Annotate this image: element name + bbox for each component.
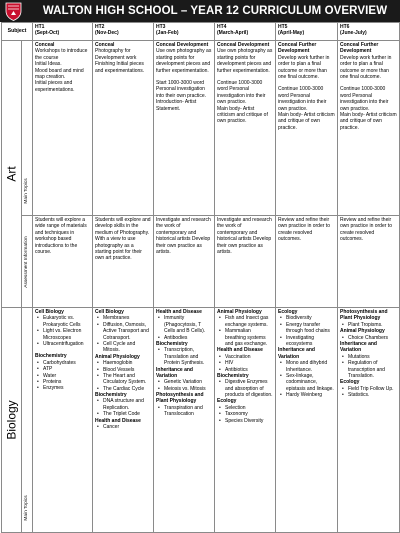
- topic-list: [217, 379, 273, 398]
- topic-heading: Biochemistry: [95, 392, 127, 399]
- art-assessment-row: [2, 216, 400, 308]
- term-header-ht5: HT5 (April-May): [276, 23, 338, 41]
- topic-line: Continue 1000-3000 word Personal investigation into their own practice.: [278, 86, 327, 112]
- topic-list-item: • The Triplet Code: [103, 411, 151, 417]
- page-header: [0, 0, 400, 22]
- topic-list: [217, 354, 273, 373]
- topic-list: [95, 315, 151, 353]
- topic-list-item: • The Heart and Circulatory System.: [103, 373, 151, 386]
- topic-list-item: • Statistics.: [348, 392, 397, 398]
- topic-line: Workshops to introduce the course: [35, 48, 88, 61]
- biology-main-topics-label-cell: [22, 308, 33, 533]
- topic-list-item: • Antibiotics: [225, 367, 273, 373]
- topic-list: [340, 386, 397, 399]
- topic-list-item: • Proteins: [43, 379, 90, 385]
- topic-line: Main body- Artist criticism and critique of own practice.: [217, 105, 268, 125]
- topic-list: [278, 315, 335, 347]
- art-topic-ht3: [154, 41, 215, 216]
- topic-line: Continue 1000-3000 word Personal investigation into their own practice.: [217, 79, 266, 106]
- school-crest-icon: [5, 2, 22, 21]
- topic-heading: Ecology: [340, 379, 360, 386]
- topic-list-item: • HIV: [225, 360, 273, 366]
- topic-list: [95, 398, 151, 417]
- biology-subject-cell: [2, 308, 22, 533]
- topic-list-item: • Antibodies: [164, 335, 212, 341]
- topic-line: Continue 1000-3000 word Personal investigation into their own practice.: [340, 86, 389, 112]
- topic-heading: Biochemistry: [156, 340, 188, 347]
- topic-heading: Inheritance and Variation: [278, 347, 315, 360]
- art-assessment-ht4: Investigate and research the work of contemporary and historical artists Develop their own practice as artists.: [215, 216, 276, 308]
- topic-line: Main body- Artist criticism and critique of own practice.: [278, 111, 335, 131]
- topic-heading: Cell Biology: [35, 309, 64, 315]
- topic-list-item: • Mono and dihybrid Inheritance.: [286, 360, 335, 373]
- art-assessment-label-cell: [22, 216, 33, 308]
- topic-list-item: • DNA structure and Replication.: [103, 398, 151, 411]
- topic-list-item: • Diffusion, Osmosis, Active Transport and Cotransport.: [103, 322, 151, 341]
- topic-list: [35, 360, 90, 392]
- topic-list: [95, 424, 151, 430]
- topic-title: Conceal Further Development: [340, 42, 379, 55]
- topic-heading: Biochemistry: [35, 353, 67, 360]
- art-main-topics-row: [2, 41, 400, 216]
- topic-list-item: • Cell Cycle and Mitosis.: [103, 341, 151, 354]
- topic-line: Finishing Initial pieces and experimentations.: [95, 61, 145, 74]
- topic-line: Mood board and mind map creation.: [35, 67, 84, 80]
- biology-main-topics-label: Main Topics: [23, 495, 29, 521]
- topic-heading: Biochemistry: [217, 372, 249, 379]
- topic-list-item: • ATP: [43, 366, 90, 372]
- topic-list-item: • Regulation of transcription and Translation.: [348, 360, 397, 379]
- art-subject-label: Art: [3, 166, 18, 182]
- topic-list-item: • Sex-linkage, codominance, epistasis and linkage.: [286, 373, 335, 392]
- topic-list-item: • Vaccination: [225, 354, 273, 360]
- biology-topic-ht1: [33, 308, 93, 533]
- biology-topic-ht2: [93, 308, 154, 533]
- art-main-topics-label-cell: [22, 41, 33, 216]
- biology-main-topics-row: [2, 308, 400, 533]
- topic-list-item: • Light vs. Electron Microscopes: [43, 328, 90, 341]
- art-topic-ht2: [93, 41, 154, 216]
- topic-title: Conceal Further Development: [278, 42, 317, 55]
- topic-heading: Ecology: [278, 309, 298, 315]
- topic-list: [156, 379, 212, 392]
- topic-list-item: • Ultracentrifugation: [43, 341, 90, 347]
- topic-heading: Cell Biology: [95, 309, 124, 315]
- topic-title: Conceal: [95, 42, 115, 48]
- art-assessment-ht1: Students will explore a wide range of materials and techniques in workshop based introductions to the course.: [33, 216, 93, 308]
- topic-line: Develop work further in order to plan a final outcome or more than one final outcome.: [340, 54, 392, 80]
- topic-heading: Inheritance and Variation: [340, 340, 377, 354]
- topic-list-item: • Blood Vessels: [103, 367, 151, 373]
- topic-list-item: • Choice Chambers: [348, 335, 397, 341]
- art-assessment-ht5: Review and refine their own practice in order to create resolved outcomes.: [276, 216, 338, 308]
- topic-list-item: • Mutations: [348, 354, 397, 360]
- topic-list: [340, 322, 397, 328]
- topic-line: Main body- Artist criticism and critique of own practice.: [340, 111, 397, 131]
- term-header-ht3: HT3 (Jan-Feb): [154, 23, 215, 41]
- topic-list: [217, 405, 273, 424]
- topic-list: [156, 315, 212, 341]
- topic-line: Photography for Development work: [95, 48, 137, 61]
- topic-list-item: • Biodiversity: [286, 315, 335, 321]
- topic-list-item: • Mammalian breathing systems and gas exchange.: [225, 328, 273, 347]
- biology-topic-ht5: [276, 308, 338, 533]
- topic-list-item: • Enzymes: [43, 385, 90, 391]
- topic-list-item: • Cancer: [103, 424, 151, 430]
- topic-heading: Ecology: [217, 398, 237, 405]
- art-topic-ht5: [276, 41, 338, 216]
- art-assessment-ht6: Review and refine their own practice in order to create resolved outcomes.: [338, 216, 400, 308]
- topic-list-item: • Hardy Weinberg: [286, 392, 335, 398]
- topic-list: [340, 354, 397, 380]
- topic-list-item: • Field Trip Follow Up.: [348, 386, 397, 392]
- biology-topic-ht6: [338, 308, 400, 533]
- topic-heading: Photosynthesis and Plant Physiology: [156, 392, 204, 405]
- topic-line: Start 1000-3000 word Personal investigation into their own practice.: [156, 79, 207, 99]
- topic-list-item: • Digestive Enzymes and absorption of products of digestion.: [225, 379, 273, 398]
- topic-list-item: • Plant Tropisms.: [348, 322, 397, 328]
- biology-topic-ht3: [154, 308, 215, 533]
- art-topic-ht6: [338, 41, 400, 216]
- topic-heading: Photosynthesis and Plant Physiology: [340, 309, 388, 322]
- topic-heading: Animal Physiology: [217, 309, 262, 315]
- topic-list-item: • Haemoglobin: [103, 360, 151, 366]
- topic-title: Conceal: [35, 42, 55, 48]
- topic-line: Initial Ideas.: [35, 61, 62, 68]
- art-assessment-label: Assessment Information: [23, 235, 29, 288]
- topic-list-item: • The Cardiac Cycle: [103, 386, 151, 392]
- topic-list-item: • Taxonomy: [225, 411, 273, 417]
- topic-list-item: • Transcription, Translation and Protein Synthesis.: [164, 347, 212, 366]
- topic-line: Use own photography as starting points for development pieces and further experimentation.: [156, 48, 212, 74]
- topic-list-item: • Membranes: [103, 315, 151, 321]
- term-header-ht1: HT1 (Sept-Oct): [33, 23, 93, 41]
- page-title: WALTON HIGH SCHOOL – YEAR 12 CURRICULUM OVERVIEW: [42, 5, 388, 17]
- topic-list: [340, 335, 397, 341]
- topic-list-item: • Immunity (Phagocytosis, T Cells and B Cells).: [164, 315, 212, 334]
- topic-list-item: • Selection: [225, 405, 273, 411]
- curriculum-table: [1, 22, 400, 533]
- art-assessment-ht2: Students will explore and develop skills in the medium of Photography. With a view to use photography as a starting point for their own art practice.: [93, 216, 154, 308]
- topic-heading: Animal Physiology: [95, 353, 140, 360]
- art-topic-ht4: [215, 41, 276, 216]
- art-topic-ht1: [33, 41, 93, 216]
- topic-list: [278, 360, 335, 398]
- topic-list: [95, 360, 151, 392]
- topic-list: [156, 405, 212, 418]
- topic-line: Introduction- Artist Statement.: [156, 99, 197, 112]
- topic-list-item: • Genetic Variation: [164, 379, 212, 385]
- art-assessment-ht3: Investigate and research the work of contemporary and historical artists Develop their own practice as artists.: [154, 216, 215, 308]
- biology-topic-ht4: [215, 308, 276, 533]
- subject-column-header: Subject: [2, 23, 33, 41]
- topic-title: Conceal Development: [156, 42, 209, 48]
- topic-list-item: • Carbohydrates: [43, 360, 90, 366]
- topic-list-item: • Meiosis vs. Mitosis: [164, 386, 212, 392]
- term-header-ht6: HT6 (June-July): [338, 23, 400, 41]
- topic-title: Conceal Development: [217, 42, 270, 48]
- topic-list-item: • Water: [43, 373, 90, 379]
- topic-list-item: • Transpiration and Translocation: [164, 405, 212, 418]
- term-header-ht2: HT2 (Nov-Dec): [93, 23, 154, 41]
- art-main-topics-label: Main Topics: [23, 178, 29, 204]
- topic-list-item: • Investigating ecosystems: [286, 335, 335, 348]
- topic-list-item: • Energy transfer through food chains: [286, 322, 335, 335]
- topic-line: Initial pieces and experimentations.: [35, 80, 75, 93]
- biology-subject-label: Biology: [3, 400, 18, 440]
- topic-heading: Inheritance and Variation: [156, 366, 193, 379]
- topic-line: Use own photography as starting points for development pieces and further experimentation.: [217, 48, 273, 74]
- topic-list: [156, 347, 212, 366]
- topic-list: [35, 315, 90, 347]
- topic-heading: Health and Disease: [217, 347, 263, 354]
- topic-heading: Animal Physiology: [340, 328, 385, 335]
- topic-list-item: • Eukaryotic vs. Prokaryotic Cells: [43, 315, 90, 328]
- topic-line: Develop work further in order to plan a final outcome or more than one final outcome.: [278, 54, 330, 80]
- topic-heading: Health and Disease: [156, 309, 202, 315]
- topic-list-item: • Species Diversity: [225, 418, 273, 424]
- topic-list-item: • Fish and Insect gas exchange systems.: [225, 315, 273, 328]
- topic-heading: Health and Disease: [95, 417, 141, 424]
- art-subject-cell: [2, 41, 22, 308]
- term-header-ht4: HT4 (March-April): [215, 23, 276, 41]
- topic-list: [217, 315, 273, 347]
